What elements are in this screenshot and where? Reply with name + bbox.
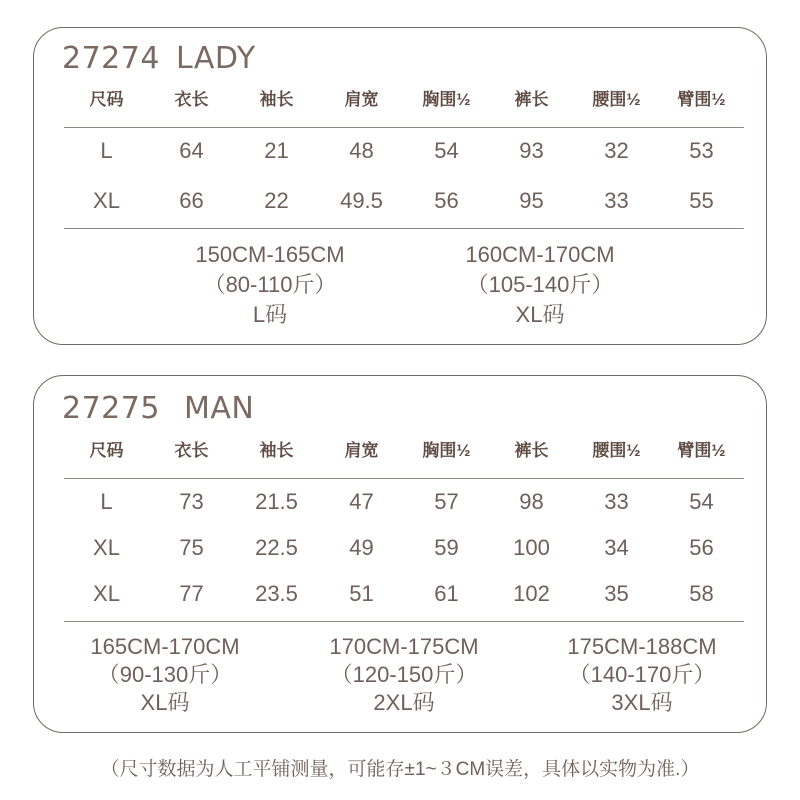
cell-size: L (100, 138, 113, 163)
fit-size-label: XL码 (140, 690, 190, 715)
cell-top-length: 73 (179, 489, 204, 514)
cell-half-arm: 53 (689, 138, 714, 163)
measurement-note: （尺寸数据为人工平铺测量，可能存±1~３CM误差，具体以实物为准.） (100, 759, 700, 780)
cell-top-length: 75 (179, 535, 204, 560)
cell-half-waist: 35 (604, 581, 629, 606)
fit-weight-range: （140-170斤） (568, 662, 716, 687)
cell-half-arm: 58 (689, 581, 714, 606)
fit-weight-range: （120-150斤） (330, 662, 478, 687)
col-header-half-arm: 臂围½ (677, 441, 726, 460)
cell-pants-length: 102 (513, 581, 550, 606)
cell-pants-length: 93 (519, 138, 544, 163)
fit-height-range: 150CM-165CM (195, 242, 345, 267)
cell-sleeve-length: 22.5 (255, 535, 298, 560)
cell-half-chest: 57 (434, 489, 459, 514)
col-header-size: 尺码 (89, 441, 124, 460)
divider (64, 478, 744, 479)
cell-shoulder-width: 48 (349, 138, 374, 163)
table-row (64, 136, 744, 166)
fit-height-range: 175CM-188CM (567, 634, 717, 659)
cell-sleeve-length: 23.5 (255, 581, 298, 606)
cell-sleeve-length: 22 (264, 188, 289, 213)
fit-size-label: 2XL码 (373, 690, 435, 715)
cell-half-arm: 56 (689, 535, 714, 560)
cell-shoulder-width: 49 (349, 535, 374, 560)
fit-size-label: 3XL码 (611, 690, 673, 715)
col-header-half-chest: 胸围½ (422, 441, 471, 460)
cell-half-arm: 55 (689, 188, 714, 213)
table-title: 27274 LADY (62, 41, 256, 76)
cell-size: XL (93, 581, 120, 606)
table-header-row (64, 85, 744, 115)
cell-half-chest: 59 (434, 535, 459, 560)
table-row (64, 533, 744, 563)
divider (64, 621, 744, 622)
divider (64, 228, 744, 229)
fit-size-label: L码 (252, 302, 288, 327)
table-row (64, 579, 744, 609)
cell-half-chest: 54 (434, 138, 459, 163)
cell-top-length: 66 (179, 188, 204, 213)
cell-half-chest: 61 (434, 581, 459, 606)
fit-block (522, 633, 762, 717)
cell-sleeve-length: 21.5 (255, 489, 298, 514)
col-header-sleeve-length: 袖长 (259, 441, 294, 460)
col-header-shoulder-width: 肩宽 (344, 90, 379, 109)
fit-size-label: XL码 (515, 302, 565, 327)
cell-half-waist: 33 (604, 188, 629, 213)
cell-sleeve-length: 21 (264, 138, 289, 163)
col-header-top-length: 衣长 (174, 90, 209, 109)
fit-block (150, 240, 390, 330)
table-row (64, 186, 744, 216)
cell-top-length: 64 (179, 138, 204, 163)
fit-block (45, 633, 285, 717)
fit-block (284, 633, 524, 717)
fit-height-range: 160CM-170CM (465, 242, 615, 267)
cell-shoulder-width: 49.5 (340, 188, 383, 213)
col-header-pants-length: 裤长 (514, 441, 549, 460)
cell-size: XL (93, 535, 120, 560)
cell-half-waist: 33 (604, 489, 629, 514)
fit-block (420, 240, 660, 330)
col-header-half-chest: 胸围½ (422, 90, 471, 109)
size-table-man (33, 375, 767, 733)
table-title: 27275 MAN (62, 391, 255, 426)
cell-half-waist: 34 (604, 535, 629, 560)
size-table-lady (33, 27, 767, 345)
col-header-shoulder-width: 肩宽 (344, 441, 379, 460)
divider (64, 127, 744, 128)
fit-weight-range: （80-110斤） (203, 272, 337, 297)
cell-pants-length: 100 (513, 535, 550, 560)
col-header-half-waist: 腰围½ (592, 90, 641, 109)
cell-pants-length: 95 (519, 188, 544, 213)
fit-weight-range: （90-130斤） (97, 662, 233, 687)
col-header-half-arm: 臂围½ (677, 90, 726, 109)
cell-shoulder-width: 47 (349, 489, 374, 514)
col-header-pants-length: 裤长 (514, 90, 549, 109)
cell-top-length: 77 (179, 581, 204, 606)
table-header-row (64, 436, 744, 466)
table-row (64, 487, 744, 517)
fit-height-range: 165CM-170CM (90, 634, 240, 659)
cell-pants-length: 98 (519, 489, 544, 514)
col-header-size: 尺码 (89, 90, 124, 109)
cell-half-chest: 56 (434, 188, 459, 213)
cell-size: L (100, 489, 113, 514)
cell-shoulder-width: 51 (349, 581, 374, 606)
fit-height-range: 170CM-175CM (329, 634, 479, 659)
col-header-half-waist: 腰围½ (592, 441, 641, 460)
cell-size: XL (93, 188, 120, 213)
cell-half-arm: 54 (689, 489, 714, 514)
col-header-top-length: 衣长 (174, 441, 209, 460)
cell-half-waist: 32 (604, 138, 629, 163)
fit-weight-range: （105-140斤） (466, 272, 614, 297)
col-header-sleeve-length: 袖长 (259, 90, 294, 109)
